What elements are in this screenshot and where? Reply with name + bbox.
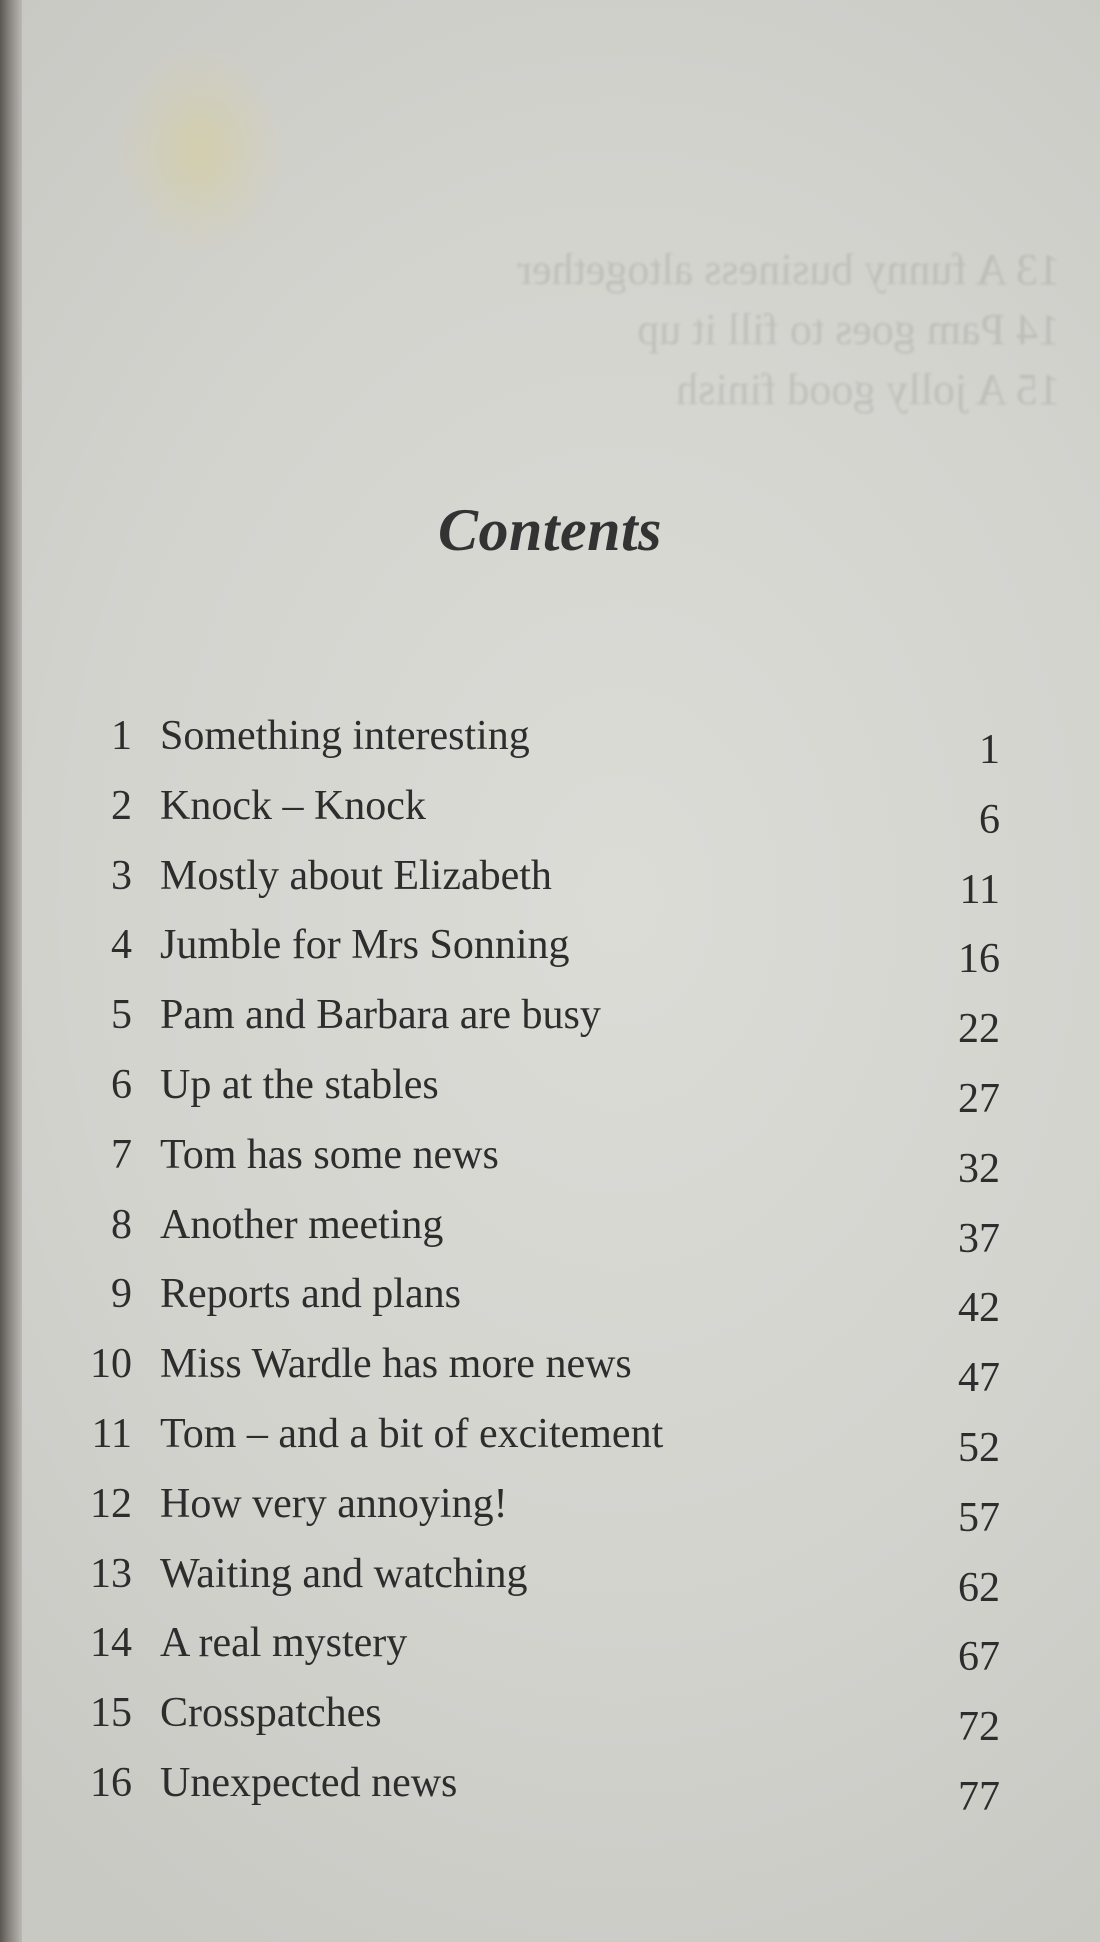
chapter-title: Reports and plans [160, 1271, 461, 1318]
chapter-title: Up at the stables [160, 1061, 439, 1108]
chapter-number: 7 [111, 1131, 132, 1178]
page-number: 57 [958, 1494, 1000, 1541]
page-number: 6 [979, 796, 1000, 843]
chapter-title: Miss Wardle has more news [160, 1341, 632, 1388]
page-title: Contents [437, 497, 663, 563]
chapter-number: 9 [111, 1271, 132, 1318]
toc-entry [0, 1619, 1100, 1689]
toc-entry [0, 1061, 1100, 1131]
chapter-number: 12 [90, 1480, 132, 1527]
chapter-number: 6 [111, 1061, 132, 1108]
page-number: 16 [958, 936, 1000, 983]
page-number: 52 [958, 1424, 1000, 1471]
page-number: 32 [958, 1145, 1000, 1192]
toc-entry [0, 1340, 1100, 1410]
chapter-number: 2 [111, 782, 132, 829]
chapter-number: 15 [90, 1690, 132, 1737]
page-number: 37 [958, 1215, 1000, 1262]
chapter-number: 16 [90, 1759, 132, 1806]
chapter-number: 8 [111, 1201, 132, 1248]
chapter-number: 1 [111, 713, 132, 759]
page-number: 77 [958, 1773, 1000, 1820]
toc-entry [0, 1201, 1100, 1271]
chapter-title: Something interesting [160, 713, 530, 759]
chapter-number: 3 [111, 852, 132, 899]
chapter-title: Jumble for Mrs Sonning [160, 922, 570, 969]
chapter-title: Crosspatches [160, 1690, 382, 1737]
bleed-through-line: 15 A jolly good finish [676, 365, 1060, 414]
toc-entry [0, 921, 1100, 991]
toc-entry [0, 782, 1100, 852]
page-number: 42 [958, 1285, 1000, 1332]
page-number: 11 [959, 866, 1000, 913]
page-number: 27 [958, 1075, 1000, 1122]
table-of-contents [0, 712, 1100, 1829]
toc-entry [0, 852, 1100, 922]
toc-entry [0, 1270, 1100, 1340]
page-number: 47 [958, 1355, 1000, 1402]
chapter-title: Knock – Knock [160, 782, 426, 829]
page-number: 67 [958, 1634, 1000, 1681]
page-number: 72 [958, 1704, 1000, 1751]
chapter-number: 5 [111, 992, 132, 1039]
chapter-title: How very annoying! [160, 1480, 508, 1527]
chapter-title: A real mystery [160, 1620, 408, 1667]
page-number: 62 [958, 1564, 1000, 1611]
bleed-through-line: 14 Pam goes to fill it up [637, 305, 1060, 354]
chapter-title: Tom – and a bit of excitement [160, 1410, 664, 1457]
chapter-title: Waiting and watching [160, 1550, 528, 1597]
toc-entry [0, 1759, 1100, 1829]
toc-entry [0, 1410, 1100, 1480]
chapter-title: Another meeting [160, 1201, 444, 1248]
chapter-number: 14 [90, 1620, 132, 1667]
chapter-title: Pam and Barbara are busy [160, 992, 601, 1039]
toc-entry [0, 1131, 1100, 1201]
chapter-number: 13 [90, 1550, 132, 1597]
chapter-title: Tom has some news [160, 1131, 499, 1178]
chapter-number: 11 [91, 1410, 132, 1457]
chapter-number: 4 [111, 922, 132, 969]
toc-entry [0, 991, 1100, 1061]
chapter-number: 10 [90, 1341, 132, 1388]
chapter-title: Unexpected news [160, 1759, 458, 1806]
toc-entry [0, 712, 1100, 782]
toc-entry [0, 1480, 1100, 1550]
chapter-title: Mostly about Elizabeth [160, 852, 552, 899]
toc-entry [0, 1550, 1100, 1620]
toc-entry [0, 1689, 1100, 1759]
page-number: 1 [979, 727, 1000, 773]
bleed-through-text [460, 240, 1100, 440]
bleed-through-line: 13 A funny business altogether [517, 245, 1060, 294]
page-number: 22 [958, 1006, 1000, 1053]
